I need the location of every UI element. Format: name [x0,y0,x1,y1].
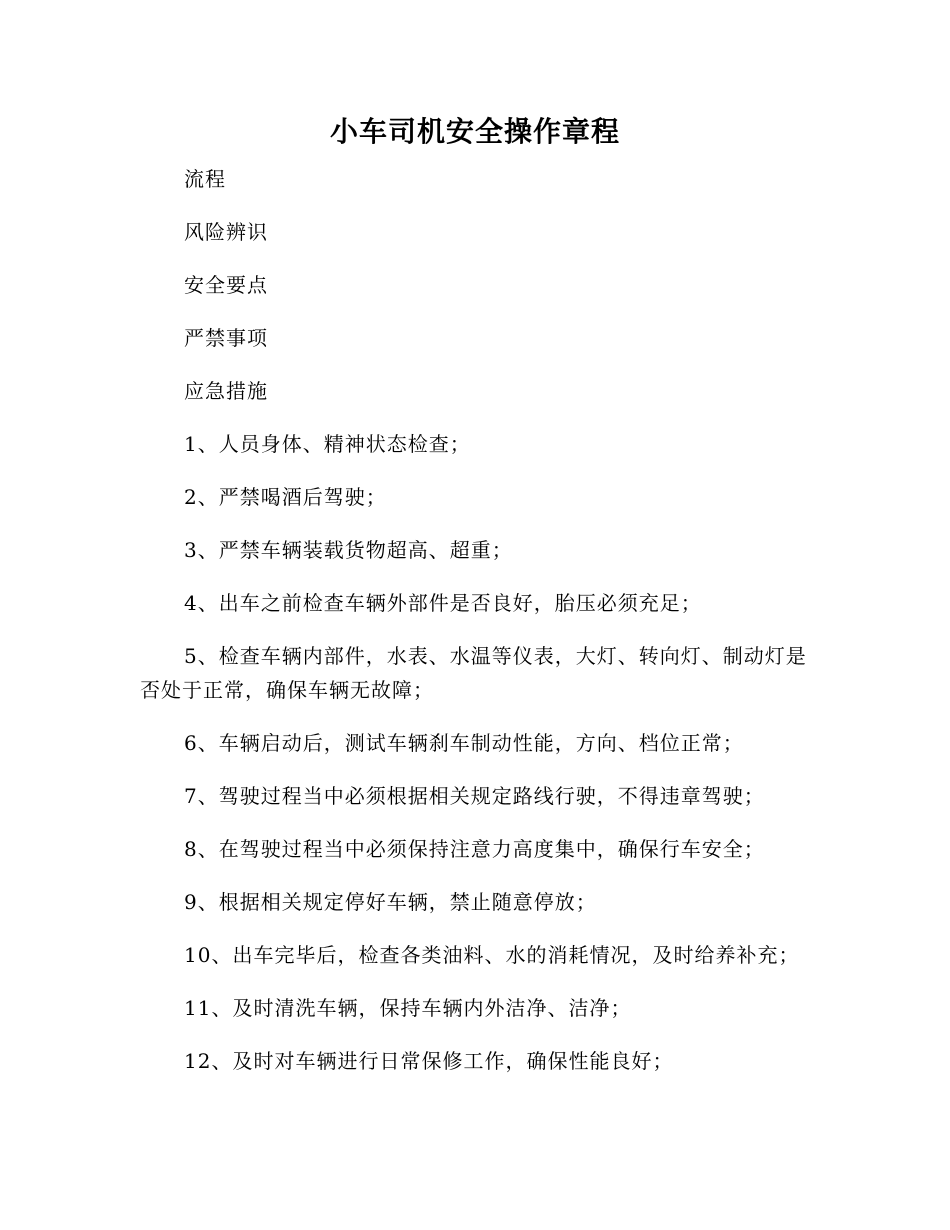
rule-item-5: 5、检查车辆内部件，水表、水温等仪表，大灯、转向灯、制动灯是否处于正常，确保车辆无故障； [140,644,807,702]
document-body [140,162,810,1097]
rule-item-11: 11、及时清洗车辆，保持车辆内外洁净、洁净； [184,996,632,1020]
heading-emergency-measures: 应急措施 [184,379,268,403]
rule-item-6: 6、车辆启动后，测试车辆刹车制动性能，方向、档位正常； [184,731,744,755]
rule-item-12: 12、及时对车辆进行日常保修工作，确保性能良好； [184,1049,674,1073]
heading-safety-points: 安全要点 [184,273,268,297]
rule-item-4: 4、出车之前检查车辆外部件是否良好，胎压必须充足； [184,591,702,615]
rule-item-9: 9、根据相关规定停好车辆，禁止随意停放； [184,890,597,914]
heading-prohibited-items: 严禁事项 [184,326,268,350]
rule-item-2: 2、严禁喝酒后驾驶； [184,485,387,509]
rule-item-1: 1、人员身体、精神状态检查； [184,432,471,456]
rule-item-8: 8、在驾驶过程当中必须保持注意力高度集中，确保行车安全； [184,837,765,861]
document-title: 小车司机安全操作章程 [329,115,620,148]
heading-risk-identification: 风险辨识 [184,220,268,244]
rule-item-3: 3、严禁车辆装载货物超高、超重； [184,538,513,562]
rule-item-10: 10、出车完毕后，检查各类油料、水的消耗情况，及时给养补充； [184,943,800,967]
heading-process: 流程 [184,167,226,191]
rule-item-7: 7、驾驶过程当中必须根据相关规定路线行驶，不得违章驾驶； [184,784,765,808]
